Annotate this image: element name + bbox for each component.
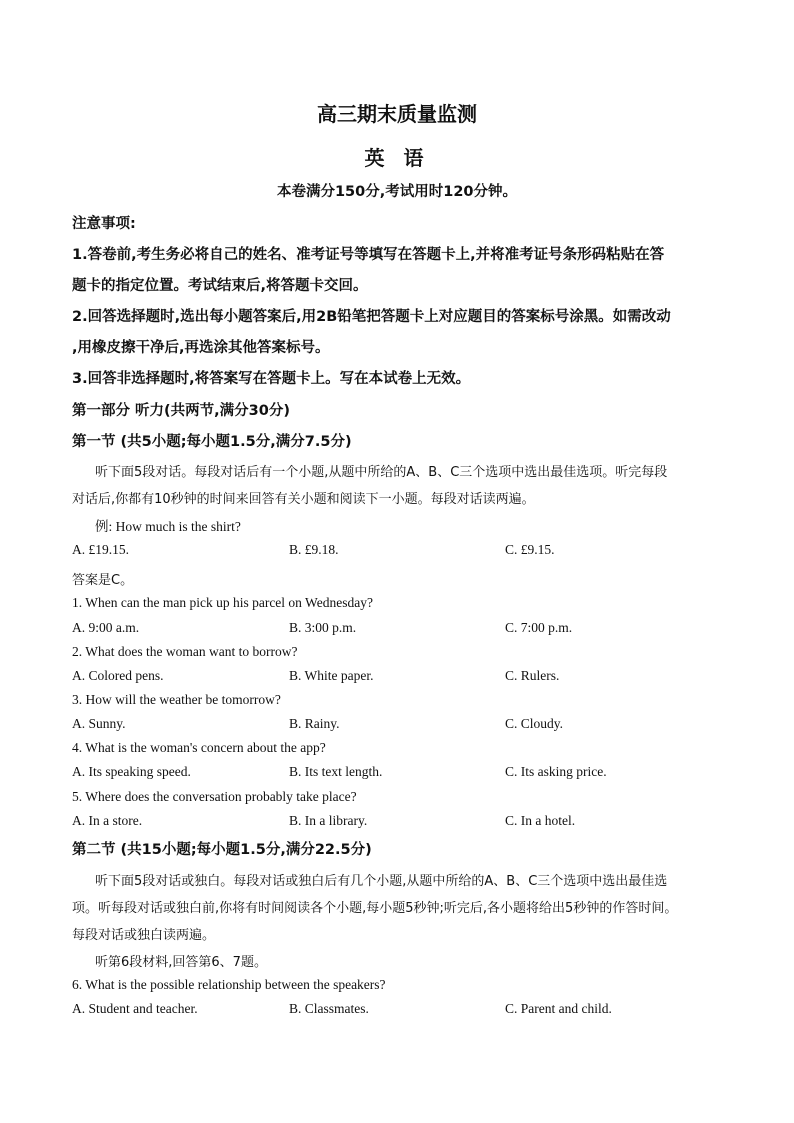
question-6-option-b: B. Classmates. <box>289 1001 369 1016</box>
section2-intro-line-3: 每段对话或独白读两遍。 <box>72 928 216 943</box>
question-5-option-b: B. In a library. <box>289 813 368 828</box>
question-3-option-a: A. Sunny. <box>72 716 126 731</box>
notice-item-2-line-1: 2.回答选择题时,选出每小题答案后,用2B铅笔把答题卡上对应题目的答案标号涂黑。如需改动 <box>72 309 671 325</box>
section2-intro-line-1: 听下面5段对话或独白。每段对话或独白后有几个小题,从题中所给的A、B、C三个选项中选出最佳选 <box>95 874 668 889</box>
material-6-instruction: 听第6段材料,回答第6、7题。 <box>95 955 267 970</box>
question-4: 4. What is the woman's concern about the app? <box>72 740 326 755</box>
question-5: 5. Where does the conversation probably take place? <box>72 789 357 804</box>
question-6: 6. What is the possible relationship between the speakers? <box>72 977 386 992</box>
question-6-option-a: A. Student and teacher. <box>72 1001 198 1016</box>
score-info: 本卷满分150分,考试用时120分钟。 <box>276 184 518 200</box>
notice-item-1-line-2: 题卡的指定位置。考试结束后,将答题卡交回。 <box>72 278 368 294</box>
question-2: 2. What does the woman want to borrow? <box>72 644 298 659</box>
section2-heading: 第二节 (共15小题;每小题1.5分,满分22.5分) <box>72 842 372 858</box>
example-answer: 答案是C。 <box>72 573 134 588</box>
question-1-option-a: A. 9:00 a.m. <box>72 620 140 635</box>
question-5-option-c: C. In a hotel. <box>505 813 576 828</box>
part1-heading: 第一部分 听力(共两节,满分30分) <box>72 403 290 419</box>
question-3-option-b: B. Rainy. <box>289 716 340 731</box>
question-5-option-a: A. In a store. <box>72 813 143 828</box>
example-option-a: A. £19.15. <box>72 542 129 557</box>
section1-intro-line-2: 对话后,你都有10秒钟的时间来回答有关小题和阅读下一小题。每段对话读两遍。 <box>72 492 535 507</box>
question-1-option-c: C. 7:00 p.m. <box>505 620 573 635</box>
question-4-option-c: C. Its asking price. <box>505 764 607 779</box>
page-title: 高三期末质量监测 <box>317 102 477 126</box>
example-question: 例: How much is the shirt? <box>95 519 241 534</box>
notice-heading: 注意事项: <box>72 216 136 232</box>
question-3-option-c: C. Cloudy. <box>505 716 564 731</box>
section1-heading: 第一节 (共5小题;每小题1.5分,满分7.5分) <box>72 434 352 450</box>
section1-intro-line-1: 听下面5段对话。每段对话后有一个小题,从题中所给的A、B、C三个选项中选出最佳选项。听完每段 <box>95 465 668 480</box>
question-2-option-c: C. Rulers. <box>505 668 560 683</box>
question-1-option-b: B. 3:00 p.m. <box>289 620 357 635</box>
question-2-option-a: A. Colored pens. <box>72 668 164 683</box>
question-4-option-a: A. Its speaking speed. <box>72 764 191 779</box>
question-6-option-c: C. Parent and child. <box>505 1001 612 1016</box>
notice-item-3: 3.回答非选择题时,将答案写在答题卡上。写在本试卷上无效。 <box>72 371 471 387</box>
example-option-b: B. £9.18. <box>289 542 339 557</box>
subject-title: 英 语 <box>364 146 430 170</box>
example-option-c: C. £9.15. <box>505 542 555 557</box>
section2-intro-line-2: 项。听每段对话或独白前,你将有时间阅读各个小题,每小题5秒钟;听完后,各小题将给出5秒钟的作答时间。 <box>72 901 678 916</box>
notice-item-1-line-1: 1.答卷前,考生务必将自己的姓名、准考证号等填写在答题卡上,并将准考证号条形码粘贴在答 <box>72 247 665 263</box>
question-2-option-b: B. White paper. <box>289 668 374 683</box>
question-3: 3. How will the weather be tomorrow? <box>72 692 281 707</box>
question-1: 1. When can the man pick up his parcel on Wednesday? <box>72 595 373 610</box>
notice-item-2-line-2: ,用橡皮擦干净后,再选涂其他答案标号。 <box>72 340 330 356</box>
question-4-option-b: B. Its text length. <box>289 764 383 779</box>
